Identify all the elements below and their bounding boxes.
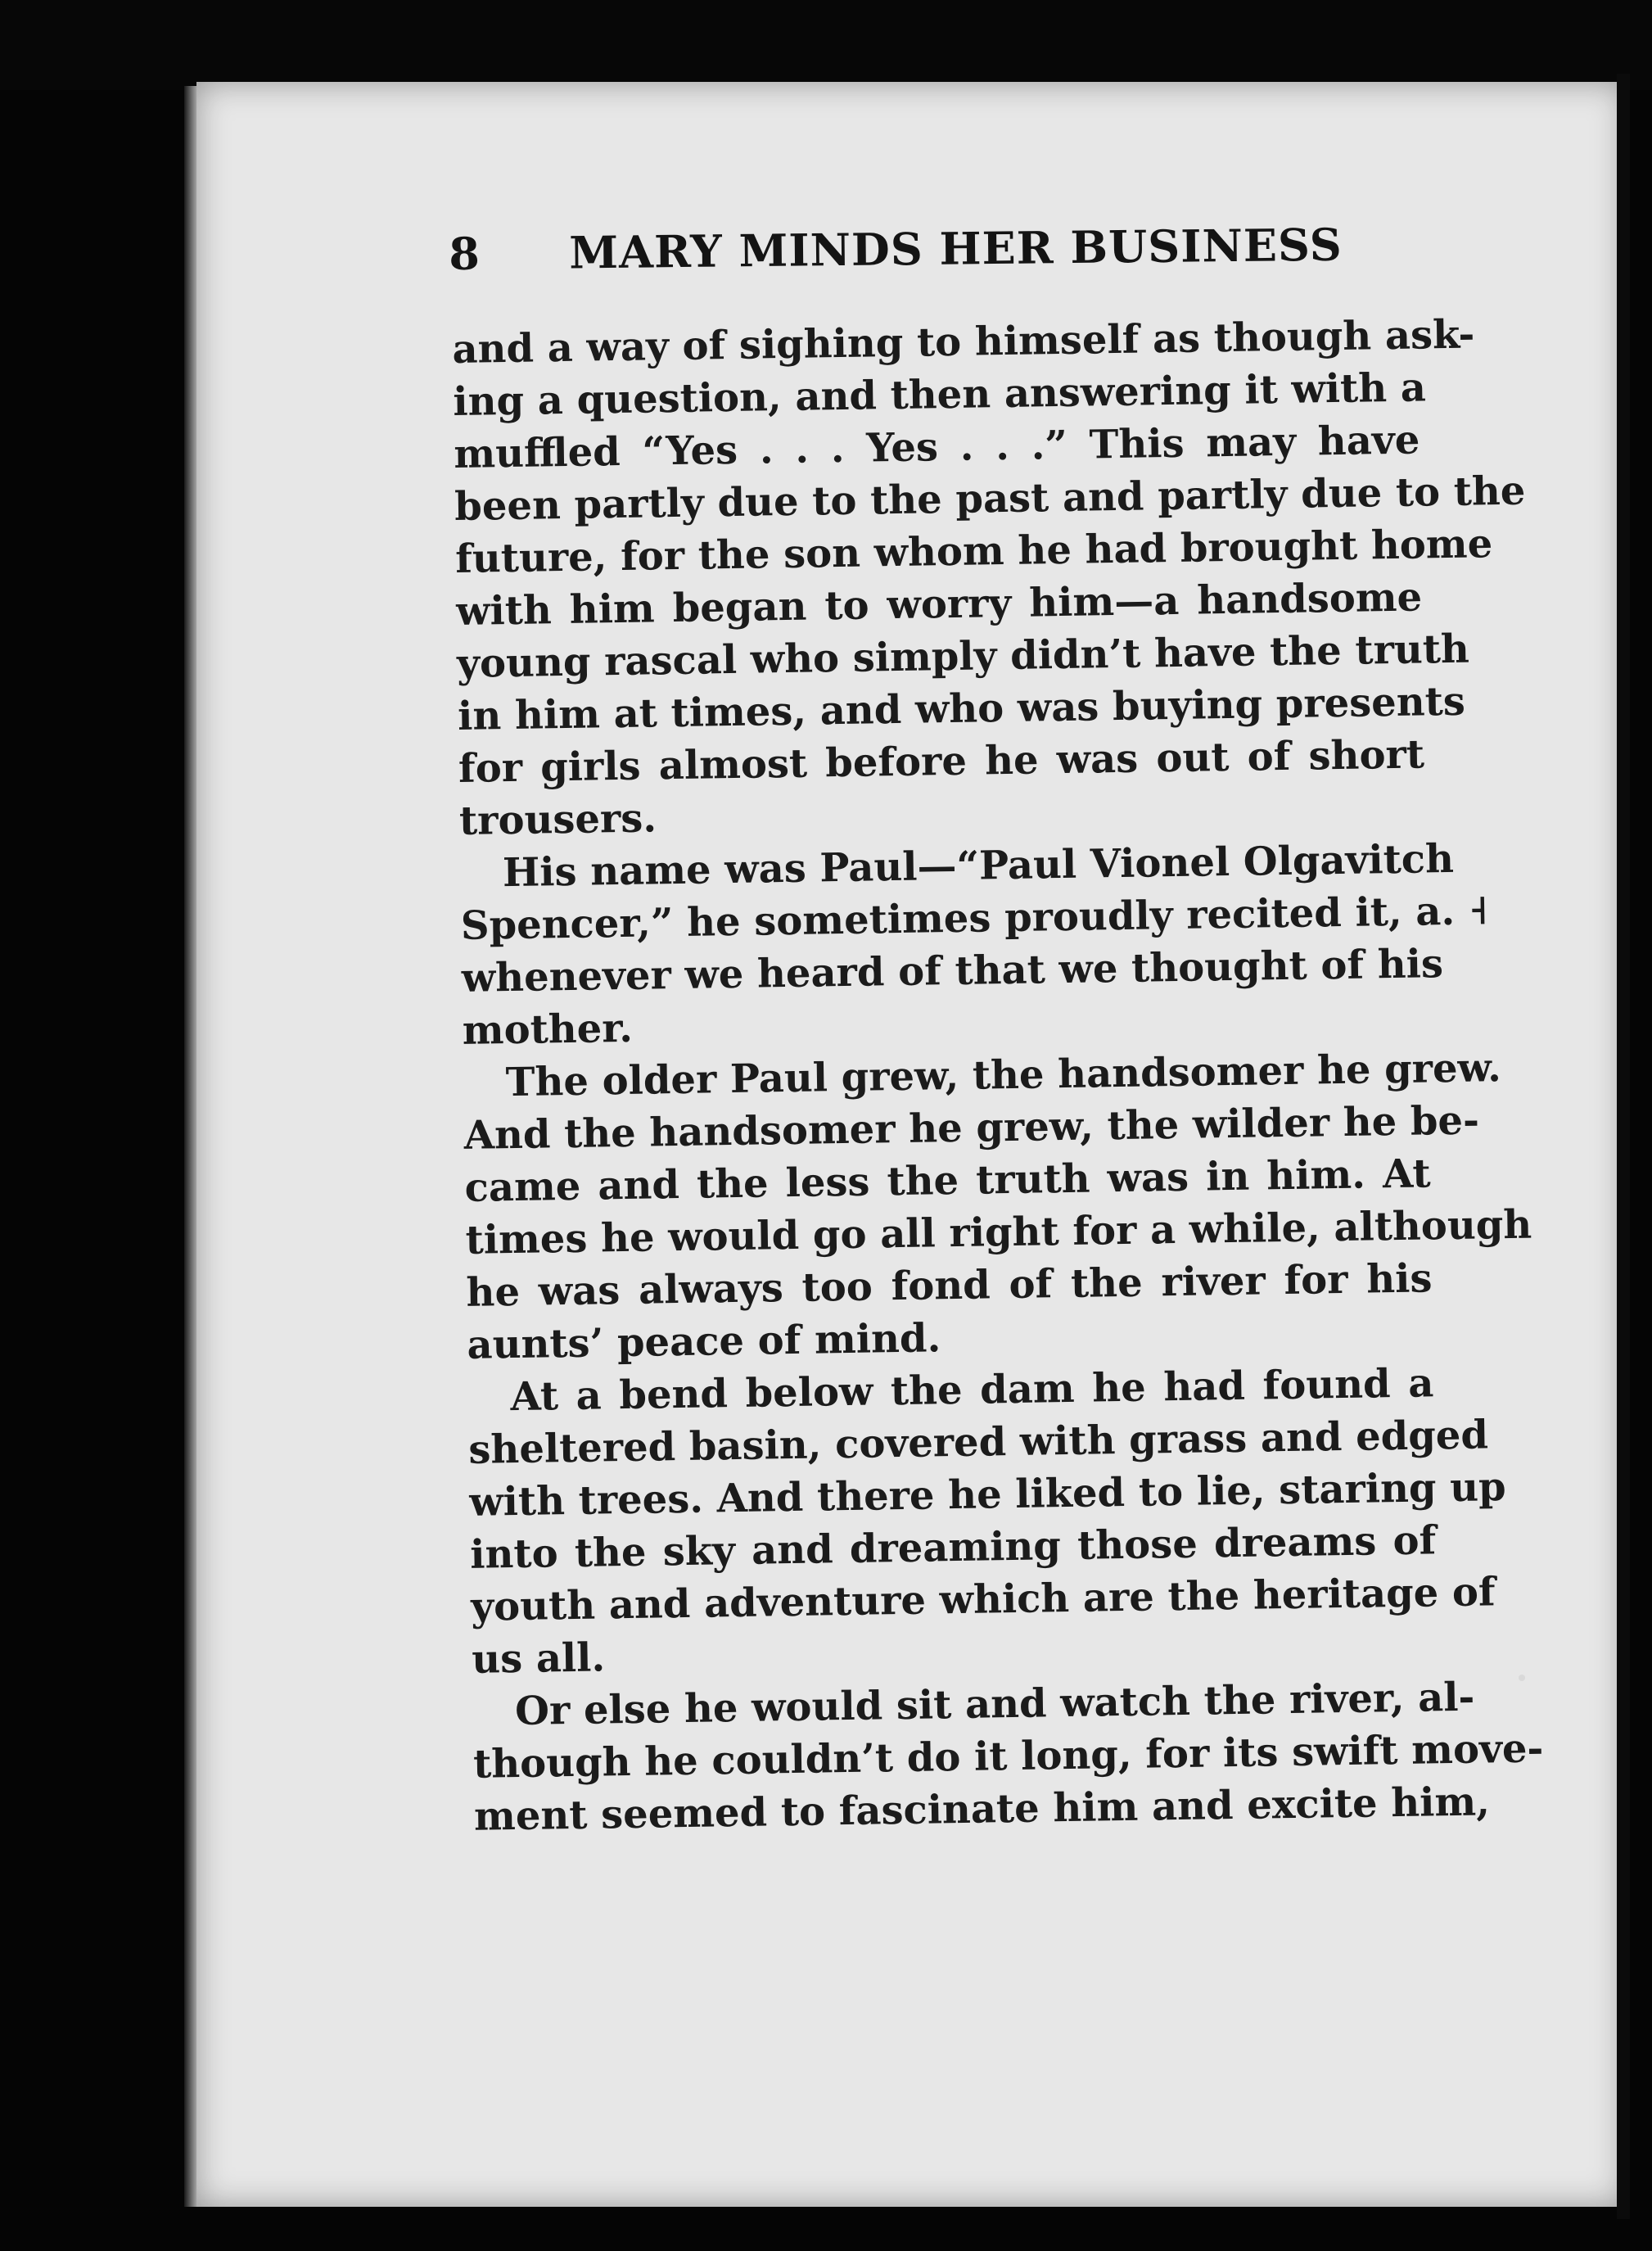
text-line: mother. [462, 1005, 634, 1054]
text-line: whenever we heard of that we thought of his [461, 941, 1444, 1001]
text-line: And the handsomer he grew, the wilder he be- [463, 1097, 1480, 1159]
text-line: though he couldn’t do it long, for its swift move- [472, 1725, 1544, 1788]
text-line: for girls almost before he was out of short [458, 731, 1425, 792]
text-line: and a way of sighing to himself as though ask- [452, 311, 1475, 373]
text-line: been partly due to the past and partly due to the [454, 468, 1526, 530]
text-line: in him at times, and who was buying presents [457, 678, 1466, 739]
text-line: young rascal who simply didn’t have the truth [456, 626, 1470, 687]
book-title: MARY MINDS HER BUSINESS [568, 218, 1343, 279]
text-line: future, for the son whom he had brought home [454, 521, 1493, 582]
text-line: into the sky and dreaming those dreams of [469, 1517, 1437, 1578]
page-number: 8 [449, 227, 481, 280]
dust-speck [1519, 1675, 1525, 1681]
page-right-edge [1617, 74, 1630, 2219]
text-line: The older Paul grew, the handsomer he grew. [505, 1045, 1502, 1106]
text-line: sheltered basin, covered with grass and edged [467, 1412, 1489, 1473]
text-line: with trees. And there he liked to lie, staring up [468, 1464, 1506, 1526]
text-line: aunts’ peace of mind. [467, 1315, 941, 1368]
text-line: trousers. [458, 795, 657, 844]
text-line: Or else he would sit and watch the river, al- [514, 1674, 1475, 1735]
text-line: ing a question, and then answering it with a [453, 364, 1427, 425]
text-line: with him began to worry him—a handsome [455, 574, 1423, 635]
scan-background [0, 0, 1652, 90]
text-line: His name was Paul—“Paul Vionel Olgavitch [502, 835, 1455, 897]
running-head [449, 218, 1424, 293]
text-line: ment seemed to fascinate him and excite him, [473, 1779, 1491, 1840]
text-line: muffled “Yes . . . Yes . . .” This may have [453, 417, 1420, 477]
text-line: At a bend below the dam he had found a [510, 1360, 1434, 1421]
body-text [452, 309, 1544, 1842]
text-line: he was always too fond of the river for his [466, 1255, 1433, 1316]
text-line: came and the less the truth was in him. At [464, 1150, 1431, 1211]
text-line: youth and adventure which are the heritage of [470, 1569, 1496, 1630]
text-line: times he would go all right for a while, although [465, 1201, 1532, 1263]
text-line: Spencer,” he sometimes proudly recited it, a. ˧ [460, 888, 1489, 949]
text-line: us all. [471, 1634, 606, 1683]
